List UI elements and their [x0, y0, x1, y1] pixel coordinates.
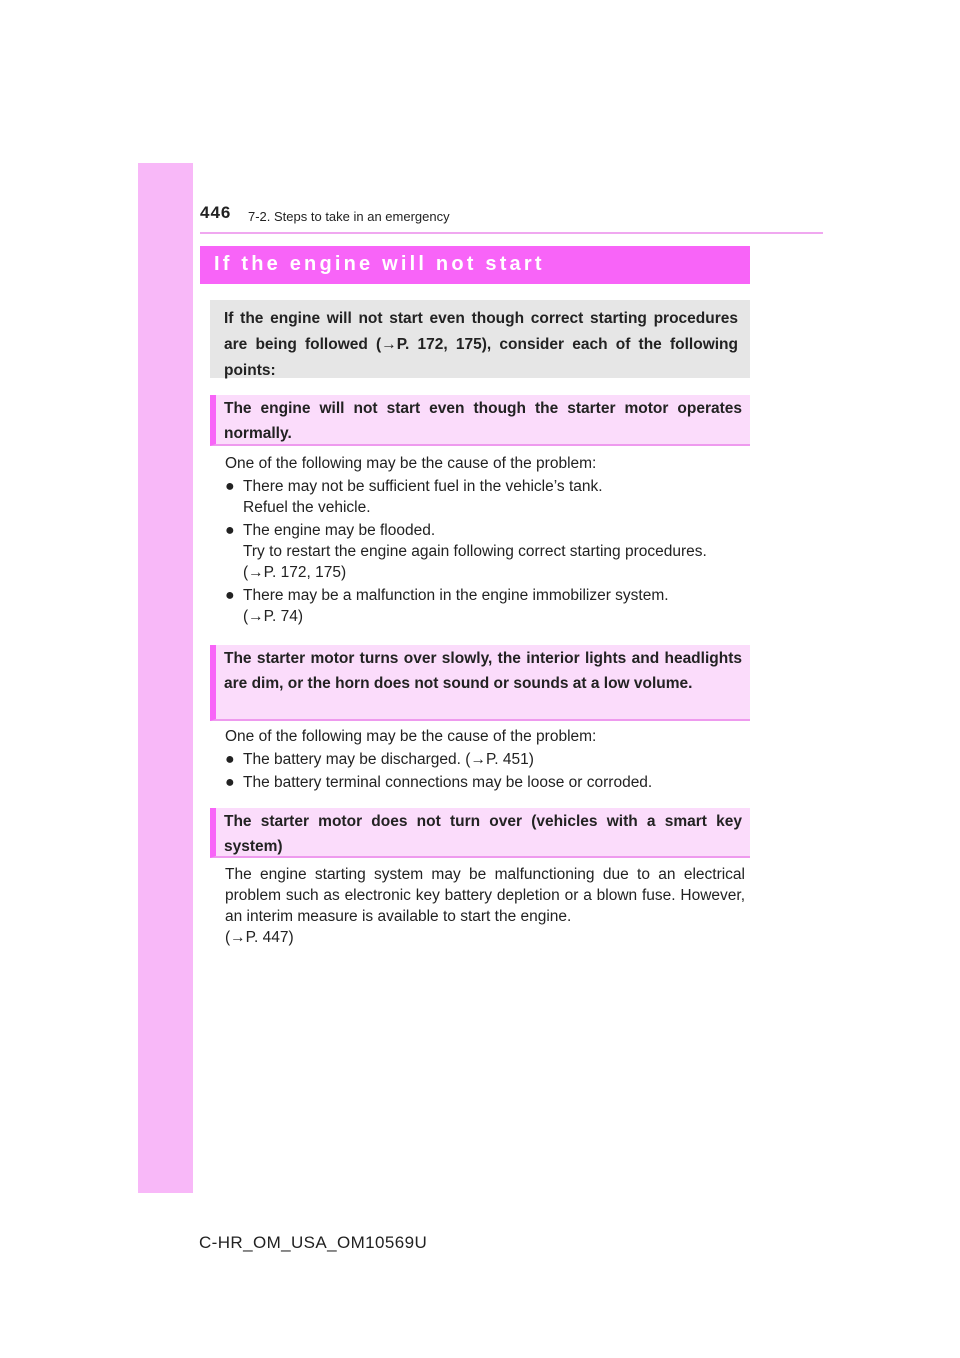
list-item-detail: Refuel the vehicle. [243, 499, 371, 516]
list-item-text: There may not be sufficient fuel in the vehicle’s tank. [243, 478, 603, 495]
section-body-2 [225, 726, 745, 793]
page-reference: (→P. 172, 175) [243, 564, 347, 581]
subheading-text: The starter motor does not turn over (vehicles with a smart key system) [224, 813, 742, 855]
list-item-text: The engine may be flooded. [243, 522, 436, 539]
list-item-text: The battery terminal connections may be loose or corroded. [243, 774, 653, 791]
list-item-text: There may be a malfunction in the engine immobilizer system. [243, 587, 669, 604]
list-item-detail: Try to restart the engine again following correct starting procedures. [243, 543, 707, 560]
section-title-bar [200, 246, 750, 284]
subheading-starter-normal [210, 395, 750, 446]
bullet-icon: ● [225, 587, 235, 604]
chapter-title: 7-2. Steps to take in an emergency [248, 209, 450, 224]
section-lead: One of the following may be the cause of the problem: [225, 728, 597, 745]
section-paragraph: The engine starting system may be malfunctioning due to an electrical problem such as electronic key battery depletion or a blown fuse. However, an interim measure is available to start the engine. [225, 866, 745, 925]
list-item-text: The battery may be discharged. (→P. 451) [243, 751, 534, 768]
page-reference: (→P. 74) [243, 608, 304, 625]
subheading-starter-slow [210, 645, 750, 721]
list-item [225, 749, 745, 770]
bullet-icon: ● [225, 751, 235, 768]
list-item [225, 585, 745, 627]
intro-box [210, 300, 750, 378]
section-tab-band [138, 163, 193, 1193]
section-title: If the engine will not start [214, 253, 545, 275]
subheading-starter-no-turn [210, 808, 750, 858]
list-item [225, 772, 745, 793]
bullet-icon: ● [225, 478, 235, 495]
document-code: C-HR_OM_USA_OM10569U [199, 1233, 428, 1252]
subheading-text: The engine will not start even though the starter motor operates normally. [224, 400, 742, 442]
section-body-1 [225, 453, 745, 627]
list-item [225, 520, 745, 583]
header-divider [200, 232, 823, 234]
subheading-text: The starter motor turns over slowly, the interior lights and headlights are dim, or the horn does not sound or sounds at a low volume. [224, 650, 742, 692]
bullet-icon: ● [225, 774, 235, 791]
section-lead: One of the following may be the cause of the problem: [225, 455, 597, 472]
intro-text: If the engine will not start even though correct starting procedures are being followed (→P. 172, 175), consider each of the following points: [224, 310, 738, 379]
section-body-3 [225, 864, 745, 948]
page-number: 446 [200, 203, 232, 222]
bullet-icon: ● [225, 522, 235, 539]
list-item [225, 476, 745, 518]
page-reference: (→P. 447) [225, 929, 294, 946]
